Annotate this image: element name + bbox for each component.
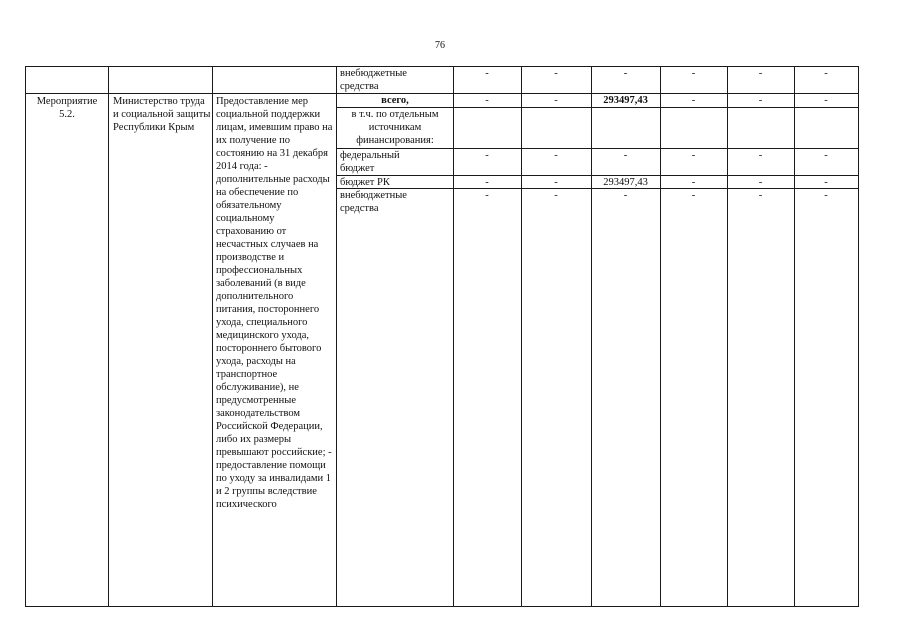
source-cell: федеральный бюджет <box>340 150 400 174</box>
col-divider <box>591 66 592 607</box>
value-cell: - <box>485 68 489 79</box>
source-cell: бюджет РК <box>340 177 390 188</box>
col-divider <box>660 66 661 607</box>
col-divider <box>794 66 795 607</box>
value-cell: 293497,43 <box>603 95 648 106</box>
value-cell: - <box>485 190 489 201</box>
value-cell: - <box>554 150 558 161</box>
col-divider <box>521 66 522 607</box>
value-cell: - <box>758 95 763 106</box>
value-cell: - <box>824 177 828 188</box>
measure-executor: Министерство труда и социальной защиты Республики Крым <box>113 96 211 133</box>
value-cell: - <box>554 190 558 201</box>
value-cell: - <box>824 95 828 106</box>
value-cell: - <box>824 150 828 161</box>
value-cell: - <box>485 177 489 188</box>
value-cell: - <box>554 95 558 106</box>
col-divider <box>108 66 109 607</box>
source-cell: всего, <box>381 95 409 106</box>
value-cell: - <box>691 150 696 161</box>
table-border-right <box>858 66 859 607</box>
value-cell: - <box>485 95 489 106</box>
value-cell: - <box>758 190 763 201</box>
value-cell: - <box>824 190 828 201</box>
value-cell: 293497,43 <box>603 177 648 188</box>
value-cell: - <box>691 68 696 79</box>
value-cell: - <box>691 95 696 106</box>
col-divider <box>453 66 454 607</box>
col-divider <box>212 66 213 607</box>
value-cell: - <box>691 190 696 201</box>
value-cell: - <box>623 190 628 201</box>
value-cell: - <box>758 68 763 79</box>
table-border-bottom <box>25 606 859 607</box>
value-cell: - <box>824 68 828 79</box>
measure-description: Предоставление мер социальной поддержки лицам, имевшим право на их получение по состоянию на 31 декабря 2014 года: - дополнительные расходы на обеспечение по обязательному социальному страхованию от несчастных случаев на производстве и профессиональных заболеваний (в виде дополнительного питания, постороннего ухода, специального медицинского ухода, постороннего бытового ухода, расходы на транспортное обслуживание), не предусмотренные законодательством Российской Федерации, либо их размеры превышают российские; - предоставление помощи по уходу за инвалидами 1 и 2 группы вследствие психического <box>216 96 333 510</box>
source-cell: внебюджетные средства <box>340 68 407 92</box>
table-border-left <box>25 66 26 607</box>
value-cell: - <box>758 150 763 161</box>
value-cell: - <box>485 150 489 161</box>
value-cell: - <box>554 177 558 188</box>
page-number: 76 <box>435 40 445 51</box>
value-cell: - <box>623 150 628 161</box>
value-cell: - <box>691 177 696 188</box>
value-cell: - <box>623 68 628 79</box>
source-cell: внебюджетные средства <box>340 190 407 214</box>
value-cell: - <box>554 68 558 79</box>
value-cell: - <box>758 177 763 188</box>
measure-number: Мероприятие 5.2. <box>36 96 98 120</box>
col-divider <box>727 66 728 607</box>
col-divider <box>336 66 337 607</box>
source-cell: в т.ч. по отдельным источникам финансирования: <box>351 109 439 146</box>
